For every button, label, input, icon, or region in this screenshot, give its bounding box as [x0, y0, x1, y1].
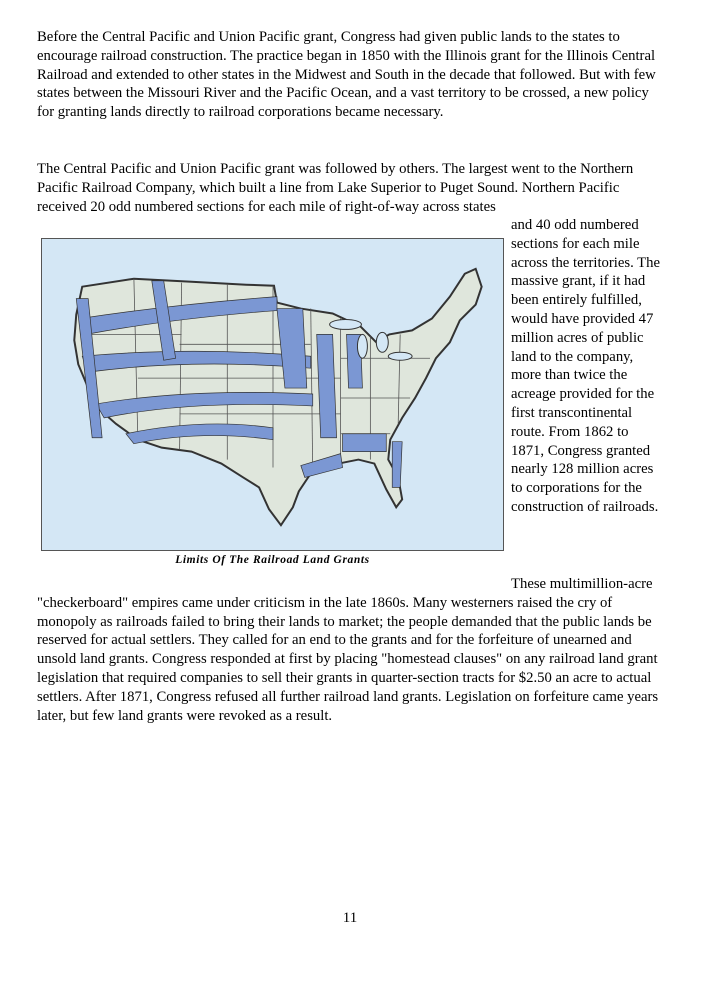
us-map-illustration: [42, 239, 503, 550]
paragraph-criticism: These multimillion-acre "checkerboard" empires came under criticism in the late 1860s. Many westerners raised the cry of monopoly as railroads failed to bring their lands to market; the people demanded that the public lands be reserved for actual settlers. They called for an end to the grants and for the forfeiture of unearned and unsold land grants. Congress responded at first by placing "homestead clauses" on any railroad land grant legislation that required companies to sell their grants in quarter-section tracts for $2.50 an acre to actual settlers. After 1871, Congress refused all further railroad land grants. Legislation on forfeiture came years later, but few land grants were revoked as a result.: [37, 576, 659, 724]
land-grant-map: [41, 238, 504, 551]
paragraph-intro: Before the Central Pacific and Union Pacific grant, Congress had given public lands to the states to encourage railroad construction. The practice began in 1850 with the Illinois grant for the Illinois Central Railroad and extended to other states in the Midwest and South in the decade that followed. But with few states between the Missouri River and the Pacific Ocean, and a vast territory to be crossed, a new policy for granting lands directly to railroad corporations became necessary.: [37, 29, 656, 121]
paragraph-northern-pacific: The Central Pacific and Union Pacific grant was followed by others. The largest went to the Northern Pacific Railroad Company, which built a line from Lake Superior to Puget Sound. Northern Pacific received 20 odd numbered sections for each mile of right-of-way across states: [37, 161, 634, 215]
paragraph-northern-pacific-continued: and 40 odd numbered sections for each mile across the territories. The massive grant, if it had been entirely fulfilled, would have provided 47 million acres of public land to the company, more than twice the acreage provided for the first transcontinental route. From 1862 to 1871, Congress granted nearly 128 million acres to corporations for the construction of railroads.: [511, 217, 660, 515]
page-number: 11: [342, 910, 358, 926]
figure-caption: Limits Of The Railroad Land Grants: [175, 554, 370, 566]
